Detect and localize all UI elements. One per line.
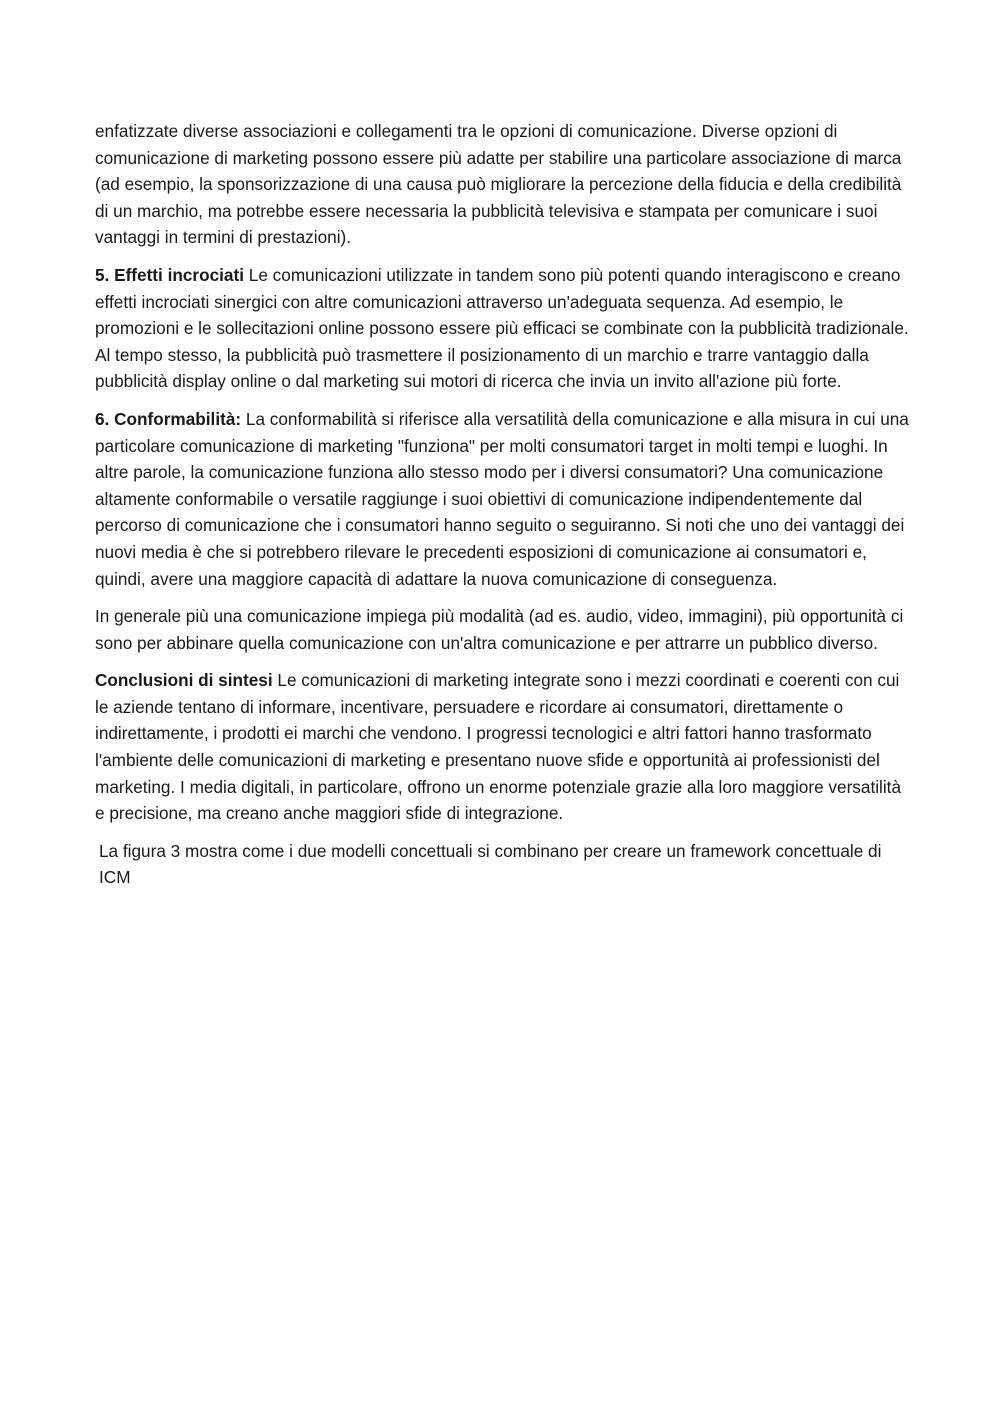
paragraph-effetti-incrociati [95, 262, 910, 395]
paragraph-text: enfatizzate diverse associazioni e collegamenti tra le opzioni di comunicazione. Diverse opzioni di comunicazione di marketing possono essere più adatte per stabilire una particolare associazione di marca (ad esempio, la sponsorizzazione di una causa può migliorare la percezione della fiducia e della credibilità di un marchio, ma potrebbe essere necessaria la pubblicità televisiva e stampata per comunicare i suoi vantaggi in termini di prestazioni). [95, 121, 902, 248]
paragraph-text: In generale più una comunicazione impiega più modalità (ad es. audio, video, immagini), più opportunità ci sono per abbinare quella comunicazione con un'altra comunicazione e per attrarre un pubblico diverso. [95, 606, 904, 653]
paragraph-figura [95, 838, 910, 891]
paragraph-text: La conformabilità si riferisce alla versatilità della comunicazione e alla misura in cui una particolare comunicazione di marketing "funziona" per molti consumatori target in molti tempi e luoghi. In altre parole, la comunicazione funziona allo stesso modo per i diversi consumatori? Una comunicazione altamente conformabile o versatile raggiunge i suoi obiettivi di comunicazione indipendentemente dal percorso di comunicazione che i consumatori hanno seguito o seguiranno. Si noti che uno dei vantaggi dei nuovi media è che si potrebbero rilevare le precedenti esposizioni di comunicazione ai consumatori e, quindi, avere una maggiore capacità di adattare la nuova comunicazione di conseguenza. [95, 408, 909, 589]
paragraph-in-generale [95, 603, 910, 656]
paragraph-conclusioni [95, 667, 910, 827]
paragraph-text: La figura 3 mostra come i due modelli concettuali si combinano per creare un framework concettuale di ICM [99, 840, 882, 888]
section-heading: 5. Effetti incrociati [95, 264, 244, 285]
paragraph-text: Le comunicazioni utilizzate in tandem sono più potenti quando interagiscono e creano effetti incrociati sinergici con altre comunicazioni attraverso un'adeguata sequenza. Ad esempio, le promozioni e le sollecitazioni online possono essere più efficaci se combinate con la pubblicità tradizionale. Al tempo stesso, la pubblicità può trasmettere il posizionamento di un marchio e trarre vantaggio dalla pubblicità display online o dal marketing sui motori di ricerca che invia un invito all'azione più forte. [95, 264, 909, 392]
section-heading: 6. Conformabilità: [95, 408, 242, 429]
paragraph-text: Le comunicazioni di marketing integrate sono i mezzi coordinati e coerenti con cui le aziende tentano di informare, incentivare, persuadere e ricordare ai consumatori, direttamente o indirettamente, i prodotti ei marchi che vendono. I progressi tecnologici e altri fattori hanno trasformato l'ambiente delle comunicazioni di marketing e presentano nuove sfide e opportunità ai professionisti del marketing. I media digitali, in particolare, offrono un enorme potenziale grazie alla loro maggiore versatilità e precisione, ma creano anche maggiori sfide di integrazione. [95, 670, 902, 824]
paragraph-intro [95, 118, 910, 251]
document-page [95, 118, 910, 902]
paragraph-conformabilita [95, 406, 910, 592]
section-heading: Conclusioni di sintesi [95, 670, 273, 691]
